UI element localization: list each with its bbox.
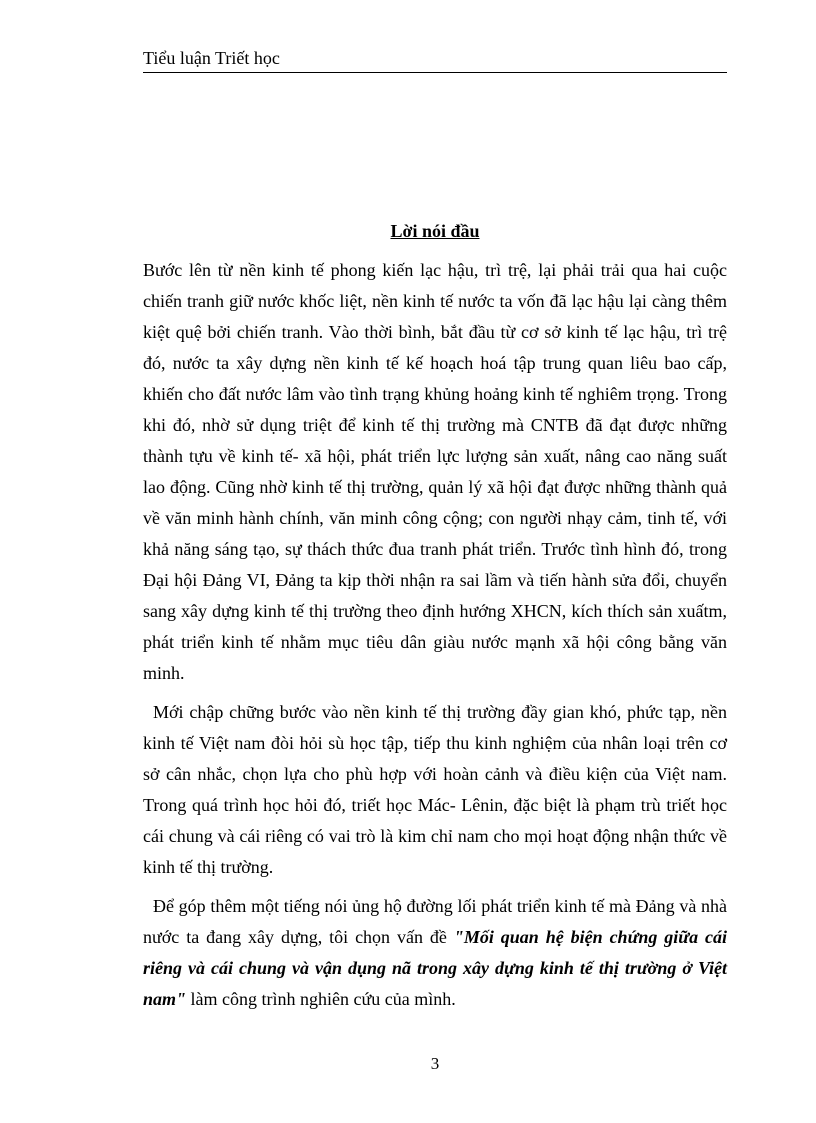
page-header xyxy=(143,46,727,73)
paragraph-3-lead: Để góp thêm một tiếng nói ủng hộ đường lối phát triển kinh tế mà Đảng và nhà nước ta đang xây dựng, tôi chọn vấn đề xyxy=(143,896,727,947)
paragraph-1: Bước lên từ nền kinh tế phong kiến lạc hậu, trì trệ, lại phải trải qua hai cuộc chiến tranh giữ nước khốc liệt, nền kinh tế nước ta vốn đã lạc hậu lại càng thêm kiệt quệ bởi chiến tranh. Vào thời bình, bắt đầu từ cơ sở kinh tế lạc hậu, trì trệ đó, nước ta xây dựng nền kinh tế kế hoạch hoá tập trung quan liêu bao cấp, khiến cho đất nước lâm vào tình trạng khủng hoảng kinh tế nghiêm trọng. Trong khi đó, nhờ sử dụng triệt để kinh tế thị trường mà CNTB đã đạt được những thành tựu về kinh tế- xã hội, phát triển lực lượng sản xuất, nâng cao năng suất lao động. Cũng nhờ kinh tế thị trường, quản lý xã hội đạt được những thành quả về văn minh hành chính, văn minh công cộng; con người nhạy cảm, tinh tế, với khả năng sáng tạo, sự thách thức đua tranh phát triển. Trước tình hình đó, trong Đại hội Đảng VI, Đảng ta kịp thời nhận ra sai lầm và tiến hành sửa đổi, chuyển sang xây dựng kinh tế thị trường theo định hướng XHCN, kích thích sản xuấtm, phát triển kinh tế nhằm mục tiêu dân giàu nước mạnh xã hội công bằng văn minh. xyxy=(143,260,727,683)
paragraph-3-topic: "Mối quan hệ biện chứng giữa cái riêng và cái chung và vận dụng nã trong xây dựng kinh tế thị trường ở Việt nam" xyxy=(143,927,727,1009)
body-text xyxy=(143,255,727,1015)
section-title: Lời nói đầu xyxy=(390,221,480,241)
paragraph-3 xyxy=(143,891,727,1015)
header-title: Tiểu luận Triết học xyxy=(143,48,280,68)
page-number: 3 xyxy=(430,1054,440,1073)
paragraph-2: Mới chập chững bước vào nền kinh tế thị trường đầy gian khó, phức tạp, nền kinh tế Việt nam đòi hỏi sù học tập, tiếp thu kinh nghiệm của nhân loại trên cơ sở cân nhắc, chọn lựa cho phù hợp với hoàn cảnh và điều kiện của Việt nam. Trong quá trình học hỏi đó, triết học Mác- Lênin, đặc biệt là phạm trù triết học cái chung và cái riêng có vai trò là kim chỉ nam cho mọi hoạt động nhận thức về kinh tế thị trường. xyxy=(143,702,727,877)
paragraph-3-tail: làm công trình nghiên cứu của mình. xyxy=(186,989,456,1009)
